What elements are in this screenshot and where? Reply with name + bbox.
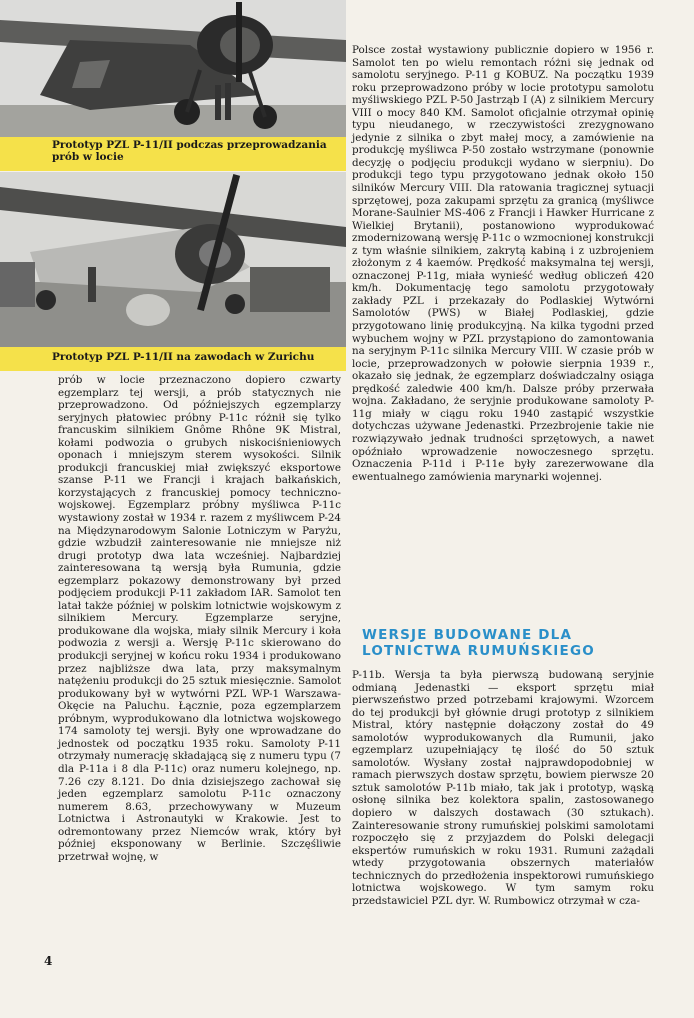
airplane-illustration <box>0 0 346 137</box>
photo-caption: Prototyp PZL P-11/II na zawodach w Zurichu <box>0 347 346 371</box>
photo-caption: Prototyp PZL P-11/II podczas przeprowadzania prób w locie <box>0 137 346 171</box>
photo-prototype-zurich <box>0 172 346 347</box>
left-column-text: prób w locie przeznaczono dopiero czwarty egzemplarz tej wersji, a prób statycznych nie przeprowadzono. Od późniejszych egzemplarzy seryjnych płatowiec próbny P-11c różnił się tylko francuskim silnikiem Gnôme Rhône 9K Mistral, kołami podwozia o grubych niskociśnieniowych oponach i mniejszym sterem wysokości. Silnik produkcji francuskiej miał zwiększyć eksportowe szanse P-11 we Francji i krajach bałkańskich, korzystających z francuskiej pomocy techniczno-wojskowej. Egzemplarz próbny myśliwca P-11c wystawiony został w 1934 r. razem z myśliwcem P-24 na Międzynarodowym Salonie Lotniczym w Paryżu, gdzie wzbudził zainteresowanie nie mniejsze niż drugi prototyp dwa lata wcześniej. Najbardziej zainteresowana tą wersją była Rumunia, gdzie egzemplarz pokazowy demonstrowany był przed podjęciem produkcji P-11 zakładom IAR. Samolot ten latał także później w polskim lotnictwie wojskowym z silnikiem Mercury. Egzemplarze seryjne, produkowane dla wojska, miały silnik Mercury i koła podwozia z wersji a. Wersję P-11c skierowano do produkcji seryjnej w końcu roku 1934 i produkowano przez najbliższe dwa lata, przy maksymalnym natężeniu produkcji do 25 sztuk miesięcznie. Samolot produkowany był w wytwórni PZL WP-1 Warszawa-Okęcie na Paluchu. Łącznie, poza egzemplarzem próbnym, wyprodukowano dla lotnictwa wojskowego 174 samoloty tej wersji. Były one wprowadzane do jednostek od początku 1935 roku. Samoloty P-11 otrzymały numerację składającą się z numeru typu (7 dla P-11a i 8 dla P-11c) oraz numeru kolejnego, np. 7.26 czy 8.121. Do dnia dzisiejszego zachował się jeden egzemplarz samolotu P-11c oznaczony numerem 8.63, przechowywany w Muzeum Lotnictwa i Astronautyki w Krakowie. Jest to odremontowany przez Niemców wrak, który był później eksponowany w Berlinie. Szczęśliwie przetrwał wojnę, w <box>58 374 341 863</box>
airplane-illustration <box>0 172 346 347</box>
page-number: 4 <box>44 954 53 968</box>
right-column-text-bottom: P-11b. Wersja ta była pierwszą budowaną seryjnie odmianą Jedenastki — eksport sprzętu miał pierwszeństwo przed potrzebami krajowymi. Wzorcem do tej produkcji był głównie drugi prototyp z silnikiem Mistral, który następnie dołączony został do 49 samolotów wyprodukowanych dla Rumunii, jako egzemplarz uzupełniający tę ilość do 50 sztuk samolotów. Wysłany został najprawdopodobniej w ramach pierwszych dostaw sprzętu, bowiem pierwsze 20 sztuk samolotów P-11b miało, tak jak i prototyp, wąską osłonę silnika bez kolektora spalin, zastosowanego dopiero w dalszych dostawach (30 sztukach). Zainteresowanie strony rumuńskiej polskimi samolotami rozpoczęło się z przyjazdem do Polski delegacji ekspertów rumuńskich w roku 1931. Rumuni zażądali wtedy przygotowania obszernych materiałów technicznych do przedłożenia inspektorowi rumuńskiego lotnictwa wojskowego. W tym samym roku przedstawiciel PZL dyr. W. Rumbowicz otrzymał w cza- <box>352 669 654 907</box>
right-column-text-top: Polsce został wystawiony publicznie dopiero w 1956 r. Samolot ten po wielu remontach różni się jednak od samolotu seryjnego. P-11 g KOBUZ. Na początku 1939 roku przeprowadzono próby w locie prototypu samolotu myśliwskiego PZL P-50 Jastrząb I (A) z silnikiem Mercury VIII o mocy 840 KM. Samolot oficjalnie otrzymał opinię typu nieudanego, w rzeczywistości zrezygnowano jedynie z silnika o zbyt małej mocy, a zamówienie na produkcję myśliwca P-50 zostało wstrzymane (ponownie decyzję o podjęciu produkcji wydano w sierpniu). Do produkcji tego typu przygotowano jednak około 150 silników Mercury VIII. Dla ratowania tragicznej sytuacji sprzętowej, poza zakupami sprzętu za granicą (myśliwce Morane-Saulnier MS-406 z Francji i Hawker Hurricane z Wielkiej Brytanii), postanowiono wyprodukować zmodernizowaną wersję P-11c o wzmocnionej konstrukcji z tym właśnie silnikiem, zakrytą kabiną i z uzbrojeniem złożonym z 4 kaemów. Prędkość maksymalna tej wersji, oznaczonej P-11g, miała wynieść według obliczeń 420 km/h. Dokumentację tego samolotu przygotowały zakłady PZL i przekazały do Podlaskiej Wytwórni Samolotów (PWS) w Białej Podlaskiej, gdzie przygotowano linię produkcyjną. Na kilka tygodni przed wybuchem wojny w PZL przystąpiono do zamontowania na seryjnym P-11c silnika Mercury VIII. W czasie prób w locie, przeprowadzonych w połowie sierpnia 1939 r., okazało się jednak, że egzemplarz doświadczalny osiąga prędkość zaledwie 400 km/h. Dalsze próby przerwała wojna. Zakładano, że seryjnie produkowane samoloty P-11g miały w ciągu roku 1940 zastąpić wszystkie dotychczas używane Jedenastki. Przezbrojenie takie nie rozwiązywało jednak trudności sprzętowych, a nawet opóźniało wprowadzenie nowoczesnego sprzętu. Oznaczenia P-11d i P-11e były zarezerwowane dla ewentualnego zamówienia marynarki wojennej. <box>352 44 654 483</box>
section-heading: WERSJE BUDOWANE DLA LOTNICTWA RUMUŃSKIEGO <box>362 627 595 659</box>
photo-prototype-flight-test <box>0 0 346 137</box>
